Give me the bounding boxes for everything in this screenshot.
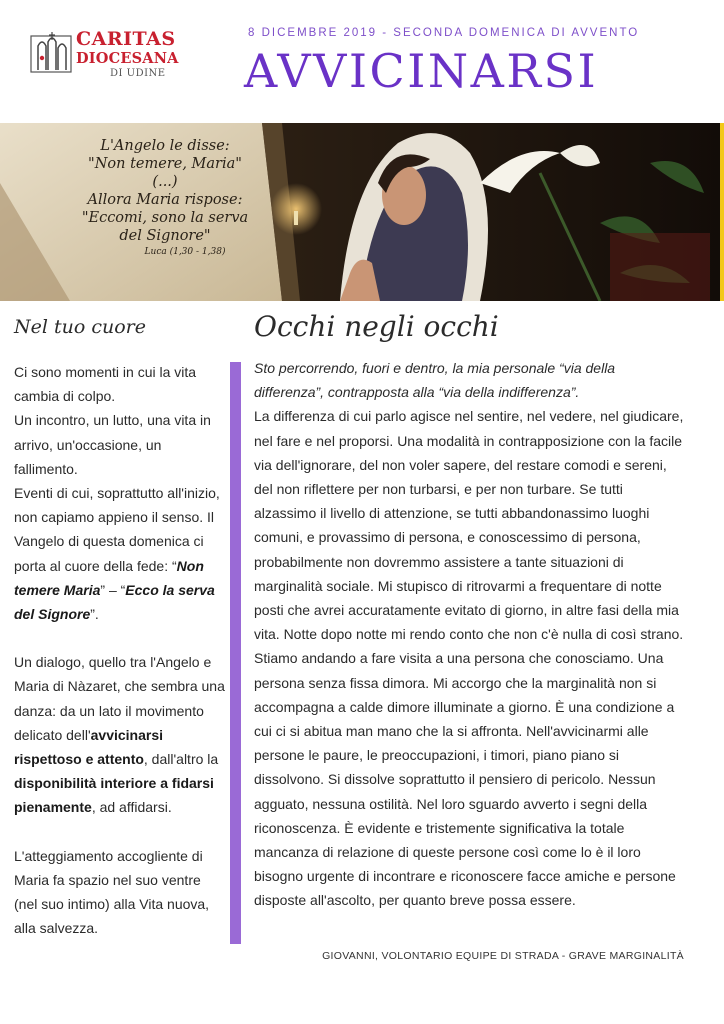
author-signature: GIOVANNI, VOLONTARIO EQUIPE DI STRADA - GRAVE MARGINALITÀ bbox=[322, 950, 684, 962]
logo-text-caritas: CARITAS bbox=[76, 28, 176, 50]
text-span: , dall'altro la bbox=[143, 751, 219, 768]
quote-line: Allora Maria rispose: bbox=[87, 192, 243, 208]
caritas-emblem-icon bbox=[30, 30, 72, 74]
text-span: , ad affidarsi. bbox=[91, 799, 172, 816]
right-column-text bbox=[254, 356, 686, 913]
quote-reference: Luca (1,30 - 1,38) bbox=[144, 247, 226, 257]
text-span: Un incontro, un lutto, una vita in arrivo, un'occasione, un fallimento. bbox=[14, 412, 211, 477]
left-column-text bbox=[14, 360, 226, 964]
column-divider-bar bbox=[230, 362, 241, 944]
quote-line: del Signore" bbox=[119, 228, 211, 244]
quote-line: (...) bbox=[152, 174, 178, 190]
left-column-heading: Nel tuo cuore bbox=[14, 316, 146, 338]
header-banner bbox=[0, 123, 724, 301]
text-span: Eventi di cui, soprattutto all'inizio, non capiamo appieno il senso. Il Vangelo di questa domenica ci porta al cuore della fede: “ bbox=[14, 485, 220, 574]
left-paragraph-2 bbox=[14, 650, 226, 819]
text-span: ”. bbox=[90, 606, 99, 623]
emphasis-text: disponibilità interiore a fidarsi pienamente bbox=[14, 775, 214, 816]
logo-text-udine: DI UDINE bbox=[110, 68, 166, 79]
emphasis-text: avvicinarsi rispettoso e attento bbox=[14, 726, 164, 768]
banner-accent-stripe bbox=[720, 123, 724, 301]
body-paragraph: La differenza di cui parlo agisce nel sentire, nel vedere, nel giudicare, nel fare e nel proporsi. Una modalità in contrapposizione con la facile via dell'ignorare, del non voler sapere, del restare comodi e sereni, del non riflettere per non turbarsi, e per non turbare. Se tutti alzassimo il livello di attenzione, se tutti abbandonassimo luoghi comuni, e provassimo di persona, e conoscessimo di persona, probabilmente non dovremmo assistere a tante situazioni di marginalità sociale. Mi stupisco di ritrovarmi a frequentare di notte posti che avrei accuratamente evitato di giorno, in altre fasi della mia vita. Notte dopo notte mi rendo conto che non c'è nulla di così strano. Stiamo andando a fare visita a una persona che conosciamo. Una persona senza fissa dimora. Mi accorgo che la marginalità non si accompagna a calde dimore illuminate a giorno. È una condizione a cui ci si abitua man mano che la si affronta. Nell'avvicinarmi alle persone le paure, le preoccupazioni, i timori, piano piano si dissolvono. Si dissolve soprattutto il pensiero di pericolo. Nessun agguato, nessuna ostilità. Nel loro sguardo avverto i segni della riconoscenza. È evidente e tristemente significativa la totale mancanza di relazione di queste persone così come lo è il loro bisogno urgente di incontrare e riconoscere facce amiche e persone disposte all'ascolto, per quanto breve possa essere. bbox=[254, 408, 684, 909]
gospel-quote bbox=[70, 137, 260, 257]
date-line: 8 DICEMBRE 2019 - SECONDA DOMENICA DI AVVENTO bbox=[248, 27, 640, 39]
emphasis-text: Non temere Maria bbox=[14, 557, 204, 598]
left-paragraph-3: L'atteggiamento accogliente di Maria fa spazio nel suo ventre (nel suo intimo) alla Vita nuova, alla salvezza. bbox=[14, 847, 210, 937]
quote-line: L'Angelo le disse: bbox=[100, 138, 230, 154]
quote-line: "Non temere, Maria" bbox=[88, 156, 242, 172]
right-column-heading: Occhi negli occhi bbox=[254, 310, 499, 343]
quote-line: "Eccomi, sono la serva bbox=[81, 210, 249, 226]
left-paragraph-1 bbox=[14, 360, 226, 626]
caritas-logo bbox=[30, 28, 180, 80]
text-span: Ci sono momenti in cui la vita cambia di colpo. bbox=[14, 364, 197, 405]
logo-text-diocesana: DIOCESANA bbox=[76, 50, 179, 67]
emphasis-text: Ecco la serva del Signore bbox=[14, 581, 215, 623]
text-span: ” – “ bbox=[100, 581, 126, 598]
text-span: Un dialogo, quello tra l'Angelo e Maria di Nàzaret, che sembra una danza: da un lato il movimento delicato dell' bbox=[14, 654, 225, 743]
intro-paragraph: Sto percorrendo, fuori e dentro, la mia personale “via della differenza”, contrapposta alla “via della indifferenza”. bbox=[254, 360, 616, 401]
page-title: AVVICINARSI bbox=[244, 44, 599, 98]
